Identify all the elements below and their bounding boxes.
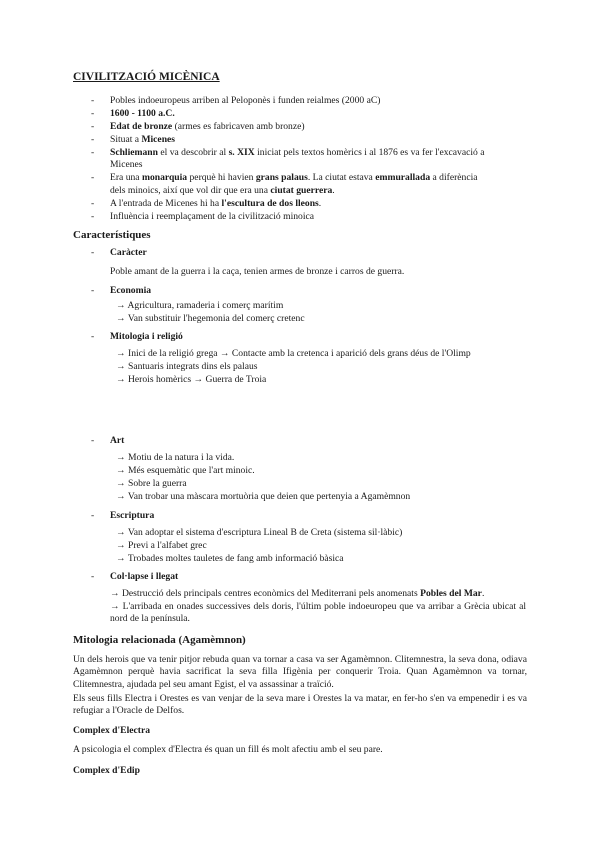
subheading-caracter: Caràcter [110,247,147,258]
list-item: Era una monarquia perquè hi havien grans palaus. La ciutat estava emmurallada a diferència [110,172,478,183]
bullet-dash: - [91,435,95,446]
electra-text: A psicologia el complex d'Electra és quan un fill és molt afectiu amb el seu pare. [73,744,383,755]
arrow-icon: → [110,588,120,599]
arrow-item: → Herois homèrics → Guerra de Troia [116,374,267,385]
bullet-dash: - [91,285,95,296]
subheading-art: Art [110,435,125,446]
bullet-dash: - [91,147,95,158]
list-item: Pobles indoeuropeus arriben al Peloponès i funden reialmes (2000 aC) [110,95,381,106]
arrow-item: → Motiu de la natura i la vida. [116,452,235,463]
arrow-item: → Van trobar una màscara mortuòria que deien que pertenyia a Agamèmnon [116,491,411,502]
arrow-icon: → [116,361,126,372]
arrow-item: → Sobre la guerra [116,478,187,489]
subheading-edip: Complex d'Edip [73,765,140,776]
list-item: Edat de bronze (armes es fabricaven amb bronze) [110,121,305,132]
arrow-item: → L'arribada en onades successives dels doris, l'últim poble indoeuropeu que va arribar a Grècia ubicat al nord de la península. [110,601,526,625]
bullet-dash: - [91,95,95,106]
subheading-mitologia: Mitologia i religió [110,331,183,342]
arrow-item: → Agricultura, ramaderia i comerç marítim [116,300,284,311]
bullet-dash: - [91,121,95,132]
subheading-collapse: Col·lapse i llegat [110,571,179,582]
list-item: A l'entrada de Micenes hi ha l'escultura de dos lleons. [110,198,322,209]
caracter-text: Poble amant de la guerra i la caça, tenien armes de bronze i carros de guerra. [110,266,405,277]
list-item-continuation: dels minoics, així que vol dir que era una ciutat guerrera. [110,185,335,196]
arrow-icon: → [116,478,126,489]
arrow-item: → Destrucció dels principals centres econòmics del Mediterrani pels anomenats Pobles del Mar. [110,588,485,599]
bullet-dash: - [91,134,95,145]
arrow-icon: → [116,348,126,359]
arrow-item: → Trobades moltes tauletes de fang amb informació bàsica [116,553,344,564]
list-item: Influència i reemplaçament de la civilització minoica [110,211,315,222]
list-item-continuation: Micenes [110,159,143,170]
bullet-dash: - [91,247,95,258]
list-item: 1600 - 1100 a.C. [110,108,175,119]
arrow-icon: → [116,374,126,385]
bullet-dash: - [91,198,95,209]
section-heading-characteristics: Característiques [73,229,151,241]
bullet-dash: - [91,172,95,183]
subheading-electra: Complex d'Electra [73,725,151,736]
arrow-icon: → [116,300,126,311]
page-title: CIVILITZACIÓ MICÈNICA [73,71,220,83]
arrow-icon: → [116,313,126,324]
section-heading-myth: Mitologia relacionada (Agamèmnon) [73,634,246,646]
arrow-item: → Santuaris integrats dins els palaus [116,361,258,372]
arrow-icon: → [110,601,120,612]
arrow-item: → Inici de la religió grega → Contacte amb la cretenca i aparició dels grans déus de l'Olimp [116,348,471,359]
myth-paragraph-2: Els seus fills Electra i Orestes es van venjar de la seva mare i Orestes la va matar, en fer-ho s'en va empenedir i es va refugiar a l'Oracle de Delfos. [73,693,527,717]
arrow-icon: → [116,491,126,502]
arrow-item: → Van substituir l'hegemonia del comerç cretenc [116,313,305,324]
arrow-item: → Més esquemàtic que l'art minoic. [116,465,255,476]
bullet-dash: - [91,331,95,342]
arrow-item: → Previ a l'alfabet grec [116,540,207,551]
bullet-dash: - [91,571,95,582]
arrow-icon: → [193,374,204,385]
list-item: Schliemann el va descobrir al s. XIX iniciat pels textos homèrics i al 1876 es va fer l'excavació a [110,147,485,158]
arrow-icon: → [116,540,126,551]
arrow-item: → Van adoptar el sistema d'escriptura Lineal B de Creta (sistema sil·làbic) [116,527,403,538]
arrow-icon: → [219,348,230,359]
arrow-icon: → [116,527,126,538]
arrow-icon: → [116,452,126,463]
list-item: Situat a Micenes [110,134,176,145]
arrow-icon: → [116,465,126,476]
bullet-dash: - [91,211,95,222]
bullet-dash: - [91,510,95,521]
myth-paragraph-1: Un dels herois que va tenir pitjor rebuda quan va tornar a casa va ser Agamèmnon. Clitemnestra, la seva dona, odiava Agamèmnon perquè havia sacrificat la seva filla Ifigènia per conquerir Troia. Quan Agamèmnon va tornar, Clitemnestra, ajudada pel seu amant Egist, el va assassinar a traïció. [73,654,527,690]
subheading-economia: Economia [110,285,152,296]
arrow-icon: → [116,553,126,564]
bullet-dash: - [91,108,95,119]
subheading-escriptura: Escriptura [110,510,155,521]
